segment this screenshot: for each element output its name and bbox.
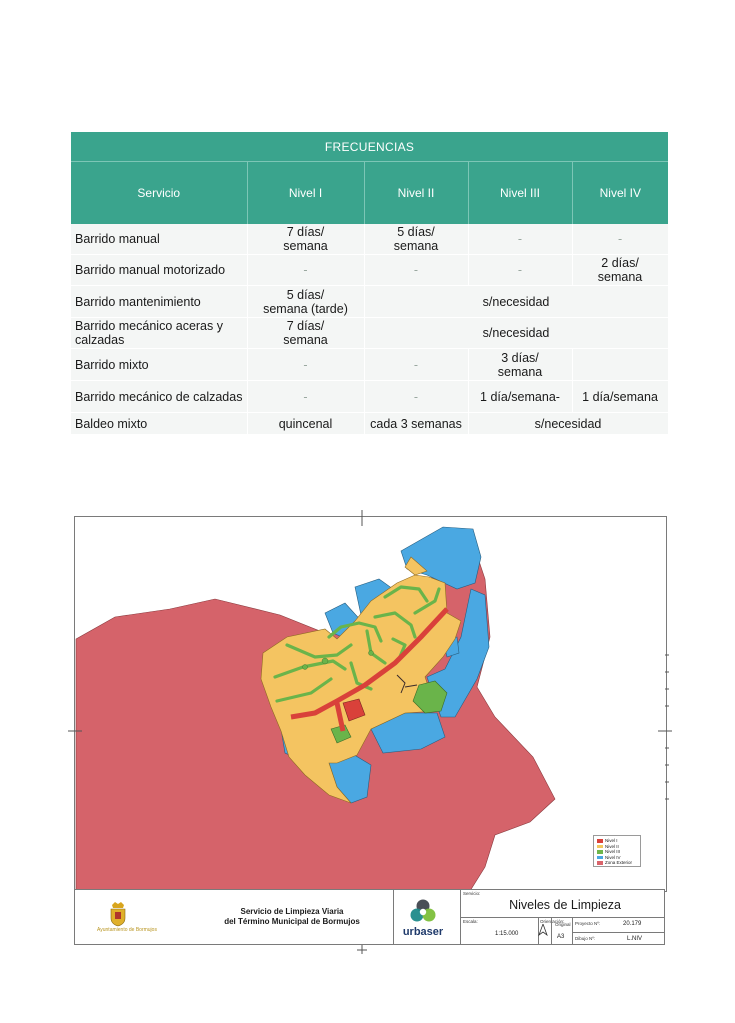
service-cell: Barrido mecánico de calzadas — [71, 381, 247, 413]
legend-swatch — [597, 839, 603, 843]
service-cell: Barrido mantenimiento — [71, 286, 247, 318]
divider — [572, 917, 573, 944]
escala-label: Escala: — [463, 919, 478, 924]
cleaning-levels-map — [75, 517, 666, 891]
legend-swatch — [597, 856, 603, 860]
table-row — [71, 349, 668, 381]
legend-label: Nivel I — [605, 838, 618, 843]
service-cell: Barrido manual motorizado — [71, 255, 247, 286]
table-row — [71, 413, 668, 435]
dibujo-label: Dibujo Nº: — [575, 936, 596, 941]
municipal-crest-icon — [107, 901, 129, 927]
divider — [460, 917, 664, 918]
project-number: 20.179 — [623, 921, 642, 927]
service-line: Servicio de Limpieza Viaria — [240, 907, 344, 916]
original-format-value: A3 — [557, 934, 565, 940]
nivel-4-cell: 2 días/ semana — [572, 255, 668, 286]
divider — [572, 932, 664, 933]
column-header-servicio: Servicio — [71, 162, 247, 225]
table-row — [71, 318, 668, 349]
legend-label: Nivel IV — [605, 854, 621, 860]
service-cell: Baldeo mixto — [71, 413, 247, 435]
service-cell: Barrido mecánico aceras y calzadas — [71, 318, 247, 349]
legend-item — [597, 860, 638, 866]
table-row — [71, 255, 668, 286]
nivel-2-cell: cada 3 semanas — [364, 413, 468, 435]
nivel-4-cell — [572, 349, 668, 381]
original-label: Original — [555, 922, 571, 927]
nivel-1-cell: - — [247, 255, 364, 286]
nivel-3-cell: - — [468, 224, 572, 255]
drawing-title: Niveles de Limpieza — [509, 898, 621, 912]
service-cell: Barrido mixto — [71, 349, 247, 381]
nivel-3-cell: 3 días/ semana — [468, 349, 572, 381]
column-header-nivel-2: Nivel II — [364, 162, 468, 225]
municipality-caption: Ayuntamiento de Bormujos — [97, 927, 157, 933]
nivel-1-cell: - — [247, 381, 364, 413]
service-description — [187, 907, 397, 927]
proyecto-label: Proyecto Nº: — [575, 921, 601, 926]
legend-swatch — [597, 845, 603, 849]
legend-label: Nivel III — [605, 849, 621, 854]
company-name: urbaser — [402, 926, 444, 938]
legend-swatch — [597, 850, 603, 854]
table-title: FRECUENCIAS — [71, 132, 668, 162]
service-line: del Término Municipal de Bormujos — [224, 917, 360, 926]
nivel-1-cell: - — [247, 349, 364, 381]
nivel-2-cell: - — [364, 349, 468, 381]
title-block — [74, 889, 665, 945]
nivel-3-cell: 1 día/semana- — [468, 381, 572, 413]
frequency-table — [71, 132, 669, 435]
nivel-1-cell: 5 días/ semana (tarde) — [247, 286, 364, 318]
service-cell: Barrido manual — [71, 224, 247, 255]
north-arrow-icon — [538, 924, 548, 936]
nivel-3-4-cell: s/necesidad — [468, 413, 668, 435]
nivel-2-cell: - — [364, 381, 468, 413]
map-legend — [593, 835, 641, 867]
nivel-1-cell: 7 días/ semana — [247, 318, 364, 349]
nivel-2-4-cell: s/necesidad — [364, 318, 668, 349]
nivel-2-4-cell: s/necesidad — [364, 286, 668, 318]
servicio-label: Servicio: — [463, 891, 481, 896]
drawing-number: L.NIV — [627, 936, 643, 942]
orientacion-label: Orientación: — [540, 919, 565, 924]
nivel-1-cell: quincenal — [247, 413, 364, 435]
nivel-4-cell: - — [572, 224, 668, 255]
column-header-nivel-1: Nivel I — [247, 162, 364, 225]
table-row — [71, 286, 668, 318]
urbaser-logo-icon — [408, 898, 438, 924]
nivel-2-cell: 5 días/ semana — [364, 224, 468, 255]
nivel-1-cell: 7 días/ semana — [247, 224, 364, 255]
column-header-nivel-3: Nivel III — [468, 162, 572, 225]
legend-label: Nivel II — [605, 843, 619, 849]
legend-swatch — [597, 861, 603, 865]
nivel-2-cell: - — [364, 255, 468, 286]
scale-value: 1:15.000 — [495, 931, 519, 937]
nivel-3-cell: - — [468, 255, 572, 286]
table-row — [71, 224, 668, 255]
map-frame — [74, 516, 667, 892]
table-row — [71, 381, 668, 413]
nivel-4-cell: 1 día/semana — [572, 381, 668, 413]
legend-label: Zona Exterior — [605, 860, 633, 865]
column-header-nivel-4: Nivel IV — [572, 162, 668, 225]
divider — [551, 917, 552, 944]
